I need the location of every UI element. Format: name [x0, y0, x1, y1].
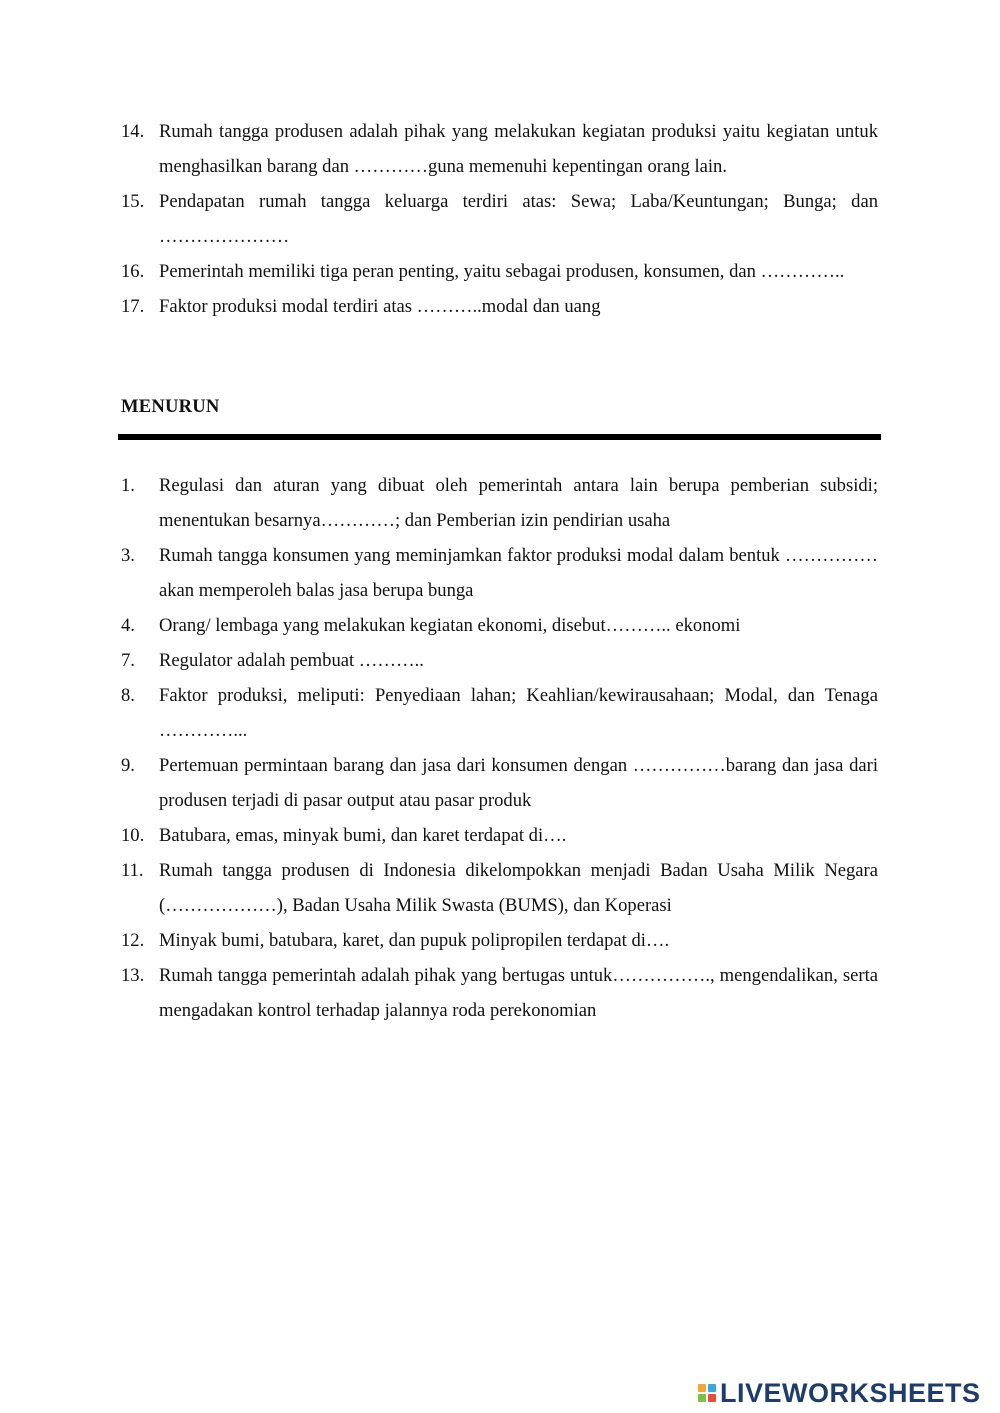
question-number: 1. [121, 475, 135, 496]
question-number: 10. [121, 825, 145, 846]
logo-text: LIVEWORKSHEETS [720, 1377, 981, 1408]
top-question-list [121, 114, 878, 324]
menurun-question-3 [121, 538, 878, 608]
question-number: 11. [121, 860, 144, 881]
top-question-17 [121, 289, 878, 324]
liveworksheets-logo[interactable] [698, 1378, 981, 1408]
question-number: 12. [121, 930, 145, 951]
menurun-question-list [121, 468, 878, 1028]
question-number: 4. [121, 615, 135, 636]
question-text: Regulator adalah pembuat ……….. [159, 650, 424, 671]
section-heading: MENURUN [121, 396, 220, 417]
question-number: 8. [121, 685, 135, 706]
question-number: 13. [121, 965, 145, 986]
top-question-14 [121, 114, 878, 184]
question-text: Pertemuan permintaan barang dan jasa dari konsumen dengan ……………barang dan jasa dari produsen terjadi di pasar output atau pasar produk [159, 755, 878, 811]
heading-divider [118, 434, 881, 440]
logo-square-2 [708, 1384, 716, 1392]
question-text: Regulasi dan aturan yang dibuat oleh pemerintah antara lain berupa pemberian subsidi; menentukan besarnya…………; dan Pemberian izin pendirian usaha [159, 475, 878, 531]
question-text: Rumah tangga pemerintah adalah pihak yang bertugas untuk……………., mengendalikan, serta mengadakan kontrol terhadap jalannya roda perekonomian [159, 965, 878, 1021]
question-number: 9. [121, 755, 135, 776]
menurun-question-8 [121, 678, 878, 748]
question-text: Batubara, emas, minyak bumi, dan karet terdapat di…. [159, 825, 567, 846]
logo-square-1 [698, 1384, 706, 1392]
logo-square-4 [708, 1394, 716, 1402]
question-text: Rumah tangga produsen adalah pihak yang melakukan kegiatan produksi yaitu kegiatan untuk menghasilkan barang dan …………guna memenuhi kepentingan orang lain. [159, 121, 878, 177]
question-text: Rumah tangga produsen di Indonesia dikelompokkan menjadi Badan Usaha Milik Negara (………………), Badan Usaha Milik Swasta (BUMS), dan Koperasi [159, 860, 878, 916]
logo-square-3 [698, 1394, 706, 1402]
question-number: 7. [121, 650, 135, 671]
question-text: Rumah tangga konsumen yang meminjamkan faktor produksi modal dalam bentuk …………… akan memperoleh balas jasa berupa bunga [159, 545, 878, 601]
question-text: Faktor produksi modal terdiri atas ………..modal dan uang [159, 296, 601, 317]
top-question-15 [121, 184, 878, 254]
menurun-question-11 [121, 853, 878, 923]
menurun-question-1 [121, 468, 878, 538]
question-number: 3. [121, 545, 135, 566]
question-number: 17. [121, 296, 145, 317]
menurun-question-13 [121, 958, 878, 1028]
menurun-question-4 [121, 608, 878, 643]
question-text: Faktor produksi, meliputi: Penyediaan lahan; Keahlian/kewirausahaan; Modal, dan Tenaga …………... [159, 685, 878, 741]
liveworksheets-logo-icon [698, 1384, 716, 1402]
question-text: Pemerintah memiliki tiga peran penting, yaitu sebagai produsen, konsumen, dan ………….. [159, 261, 845, 282]
menurun-question-12 [121, 923, 878, 958]
question-text: Pendapatan rumah tangga keluarga terdiri atas: Sewa; Laba/Keuntungan; Bunga; dan ………………… [159, 191, 878, 247]
question-number: 14. [121, 121, 145, 142]
question-number: 16. [121, 261, 145, 282]
question-number: 15. [121, 191, 145, 212]
menurun-question-9 [121, 748, 878, 818]
question-text: Orang/ lembaga yang melakukan kegiatan ekonomi, disebut……….. ekonomi [159, 615, 741, 636]
top-question-16 [121, 254, 878, 289]
menurun-question-10 [121, 818, 878, 853]
question-text: Minyak bumi, batubara, karet, dan pupuk polipropilen terdapat di…. [159, 930, 670, 951]
menurun-question-7 [121, 643, 878, 678]
